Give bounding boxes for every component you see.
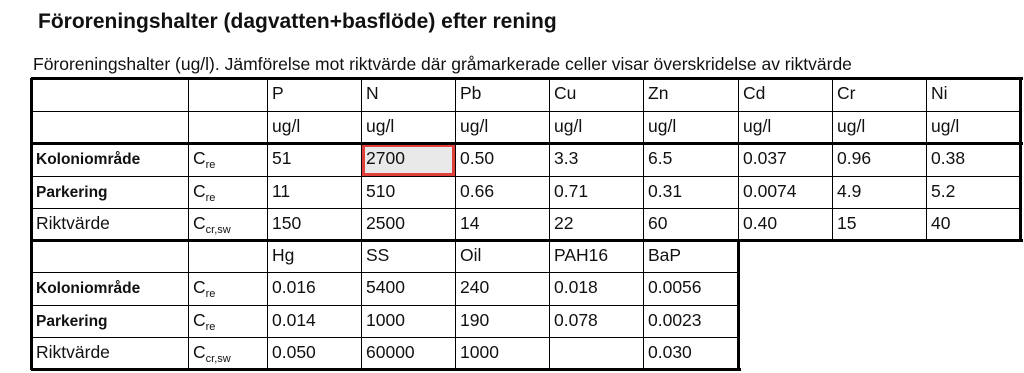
grid-line	[188, 78, 189, 241]
column-header: Zn	[648, 83, 669, 103]
row-label: Parkering	[36, 313, 108, 330]
column-header: Cd	[743, 83, 766, 103]
grid-line	[832, 78, 833, 241]
unit-cell: ug/l	[272, 116, 301, 136]
table-cell: 11	[272, 181, 291, 201]
symbol-subscript: cr,sw	[205, 224, 231, 236]
column-header: Cr	[837, 83, 856, 103]
column-header: Pb	[460, 83, 482, 103]
grid-line	[31, 111, 1021, 112]
grid-line	[643, 240, 644, 370]
symbol-c: C	[193, 277, 206, 297]
symbol-c: C	[193, 342, 206, 362]
unit-cell: ug/l	[837, 116, 866, 136]
table-cell: 190	[460, 310, 490, 330]
grid-line	[738, 78, 739, 241]
table-cell: 60000	[366, 342, 415, 362]
table-cell: 0.40	[743, 213, 778, 233]
grid-line	[267, 78, 268, 241]
pollutant-table	[31, 78, 1020, 370]
unit-cell: ug/l	[648, 116, 677, 136]
table-cell: 0.030	[648, 342, 692, 362]
table-cell: 6.5	[648, 148, 673, 168]
table-cell: 510	[366, 181, 396, 201]
table-cell: 0.50	[460, 148, 495, 168]
symbol-cell	[193, 272, 266, 305]
unit-cell: ug/l	[460, 116, 489, 136]
symbol-subscript: re	[205, 159, 216, 171]
table-cell: 0.037	[743, 148, 787, 168]
grid-line	[455, 78, 456, 241]
table-cell: 14	[460, 213, 480, 233]
table-cell: 2500	[366, 213, 405, 233]
symbol-subscript: re	[205, 321, 216, 333]
grid-line	[188, 240, 189, 370]
grid-line	[31, 305, 739, 306]
grid-line	[31, 208, 1021, 209]
grid-line	[643, 78, 644, 241]
symbol-c: C	[193, 181, 206, 201]
symbol-cell	[193, 305, 266, 337]
table-cell: 0.38	[931, 148, 966, 168]
highlighted-cell: 2700	[363, 145, 454, 175]
table-caption: Föroreningshalter (ug/l). Jämförelse mot riktvärde där gråmarkerade celler visar överskridelse av riktvärde	[33, 54, 852, 74]
unit-cell: ug/l	[554, 116, 583, 136]
row-label: Riktvärde	[36, 213, 110, 233]
symbol-c: C	[193, 148, 206, 168]
table-cell: 150	[272, 213, 302, 233]
grid-line	[549, 78, 550, 241]
table-cell: 1000	[460, 342, 499, 362]
row-label: Koloniområde	[36, 280, 141, 297]
unit-cell: ug/l	[931, 116, 960, 136]
grid-line	[926, 78, 927, 241]
grid-line	[455, 240, 456, 370]
table-cell: 0.016	[272, 277, 316, 297]
table-cell: 0.050	[272, 342, 316, 362]
grid-line	[31, 176, 1021, 177]
table-cell: 0.0056	[648, 277, 702, 297]
table-cell	[554, 337, 642, 370]
table-cell: 0.66	[460, 181, 495, 201]
table-cell: 5400	[366, 277, 405, 297]
column-header: Cu	[554, 83, 577, 103]
grid-line	[267, 240, 268, 370]
table-cell: 240	[460, 277, 490, 297]
column-header: SS	[366, 245, 390, 265]
symbol-c: C	[193, 213, 206, 233]
grid-line	[31, 142, 1023, 145]
table-cell: 0.018	[554, 277, 598, 297]
table-cell: 60	[648, 213, 668, 233]
symbol-subscript: re	[205, 288, 216, 300]
table-cell: 0.0023	[648, 310, 702, 330]
column-header: N	[366, 83, 379, 103]
table-cell: 51	[272, 148, 292, 168]
grid-line	[31, 368, 741, 371]
table-cell: 4.9	[837, 181, 862, 201]
row-label: Parkering	[36, 184, 108, 201]
row-label: Koloniområde	[36, 151, 141, 168]
symbol-cell	[193, 176, 266, 208]
grid-line	[31, 272, 739, 273]
column-header: Oil	[460, 245, 482, 265]
table-cell: 3.3	[554, 148, 579, 168]
table-cell: 1000	[366, 310, 405, 330]
unit-cell: ug/l	[743, 116, 772, 136]
grid-line	[737, 240, 740, 370]
column-header: PAH16	[554, 245, 609, 265]
symbol-subscript: cr,sw	[205, 353, 231, 365]
symbol-subscript: re	[205, 192, 216, 204]
table-cell: 40	[931, 213, 951, 233]
grid-line	[31, 239, 1023, 242]
row-label: Riktvärde	[36, 342, 110, 362]
table-cell: 0.078	[554, 310, 598, 330]
table-cell: 0.0074	[743, 181, 797, 201]
column-header: Ni	[931, 83, 948, 103]
table-cell: 5.2	[931, 181, 956, 201]
grid-line	[31, 77, 1023, 80]
table-cell: 0.014	[272, 310, 316, 330]
column-header: BaP	[648, 245, 682, 265]
grid-line	[361, 78, 362, 241]
grid-line	[31, 337, 739, 338]
table-cell: 0.71	[554, 181, 589, 201]
symbol-c: C	[193, 310, 206, 330]
symbol-cell	[193, 143, 266, 176]
table-cell: 0.31	[648, 181, 683, 201]
symbol-cell	[193, 337, 266, 370]
grid-line	[30, 78, 33, 241]
grid-line	[361, 240, 362, 370]
column-header: Hg	[272, 245, 295, 265]
grid-line	[1019, 78, 1022, 241]
table-cell: 15	[837, 213, 857, 233]
table-cell: 22	[554, 213, 574, 233]
symbol-cell	[193, 208, 266, 240]
table-cell: 0.96	[837, 148, 872, 168]
page-title: Föroreningshalter (dagvatten+basflöde) efter rening	[38, 10, 557, 33]
grid-line	[549, 240, 550, 370]
column-header: P	[272, 83, 284, 103]
unit-cell: ug/l	[366, 116, 395, 136]
grid-line	[30, 240, 33, 370]
